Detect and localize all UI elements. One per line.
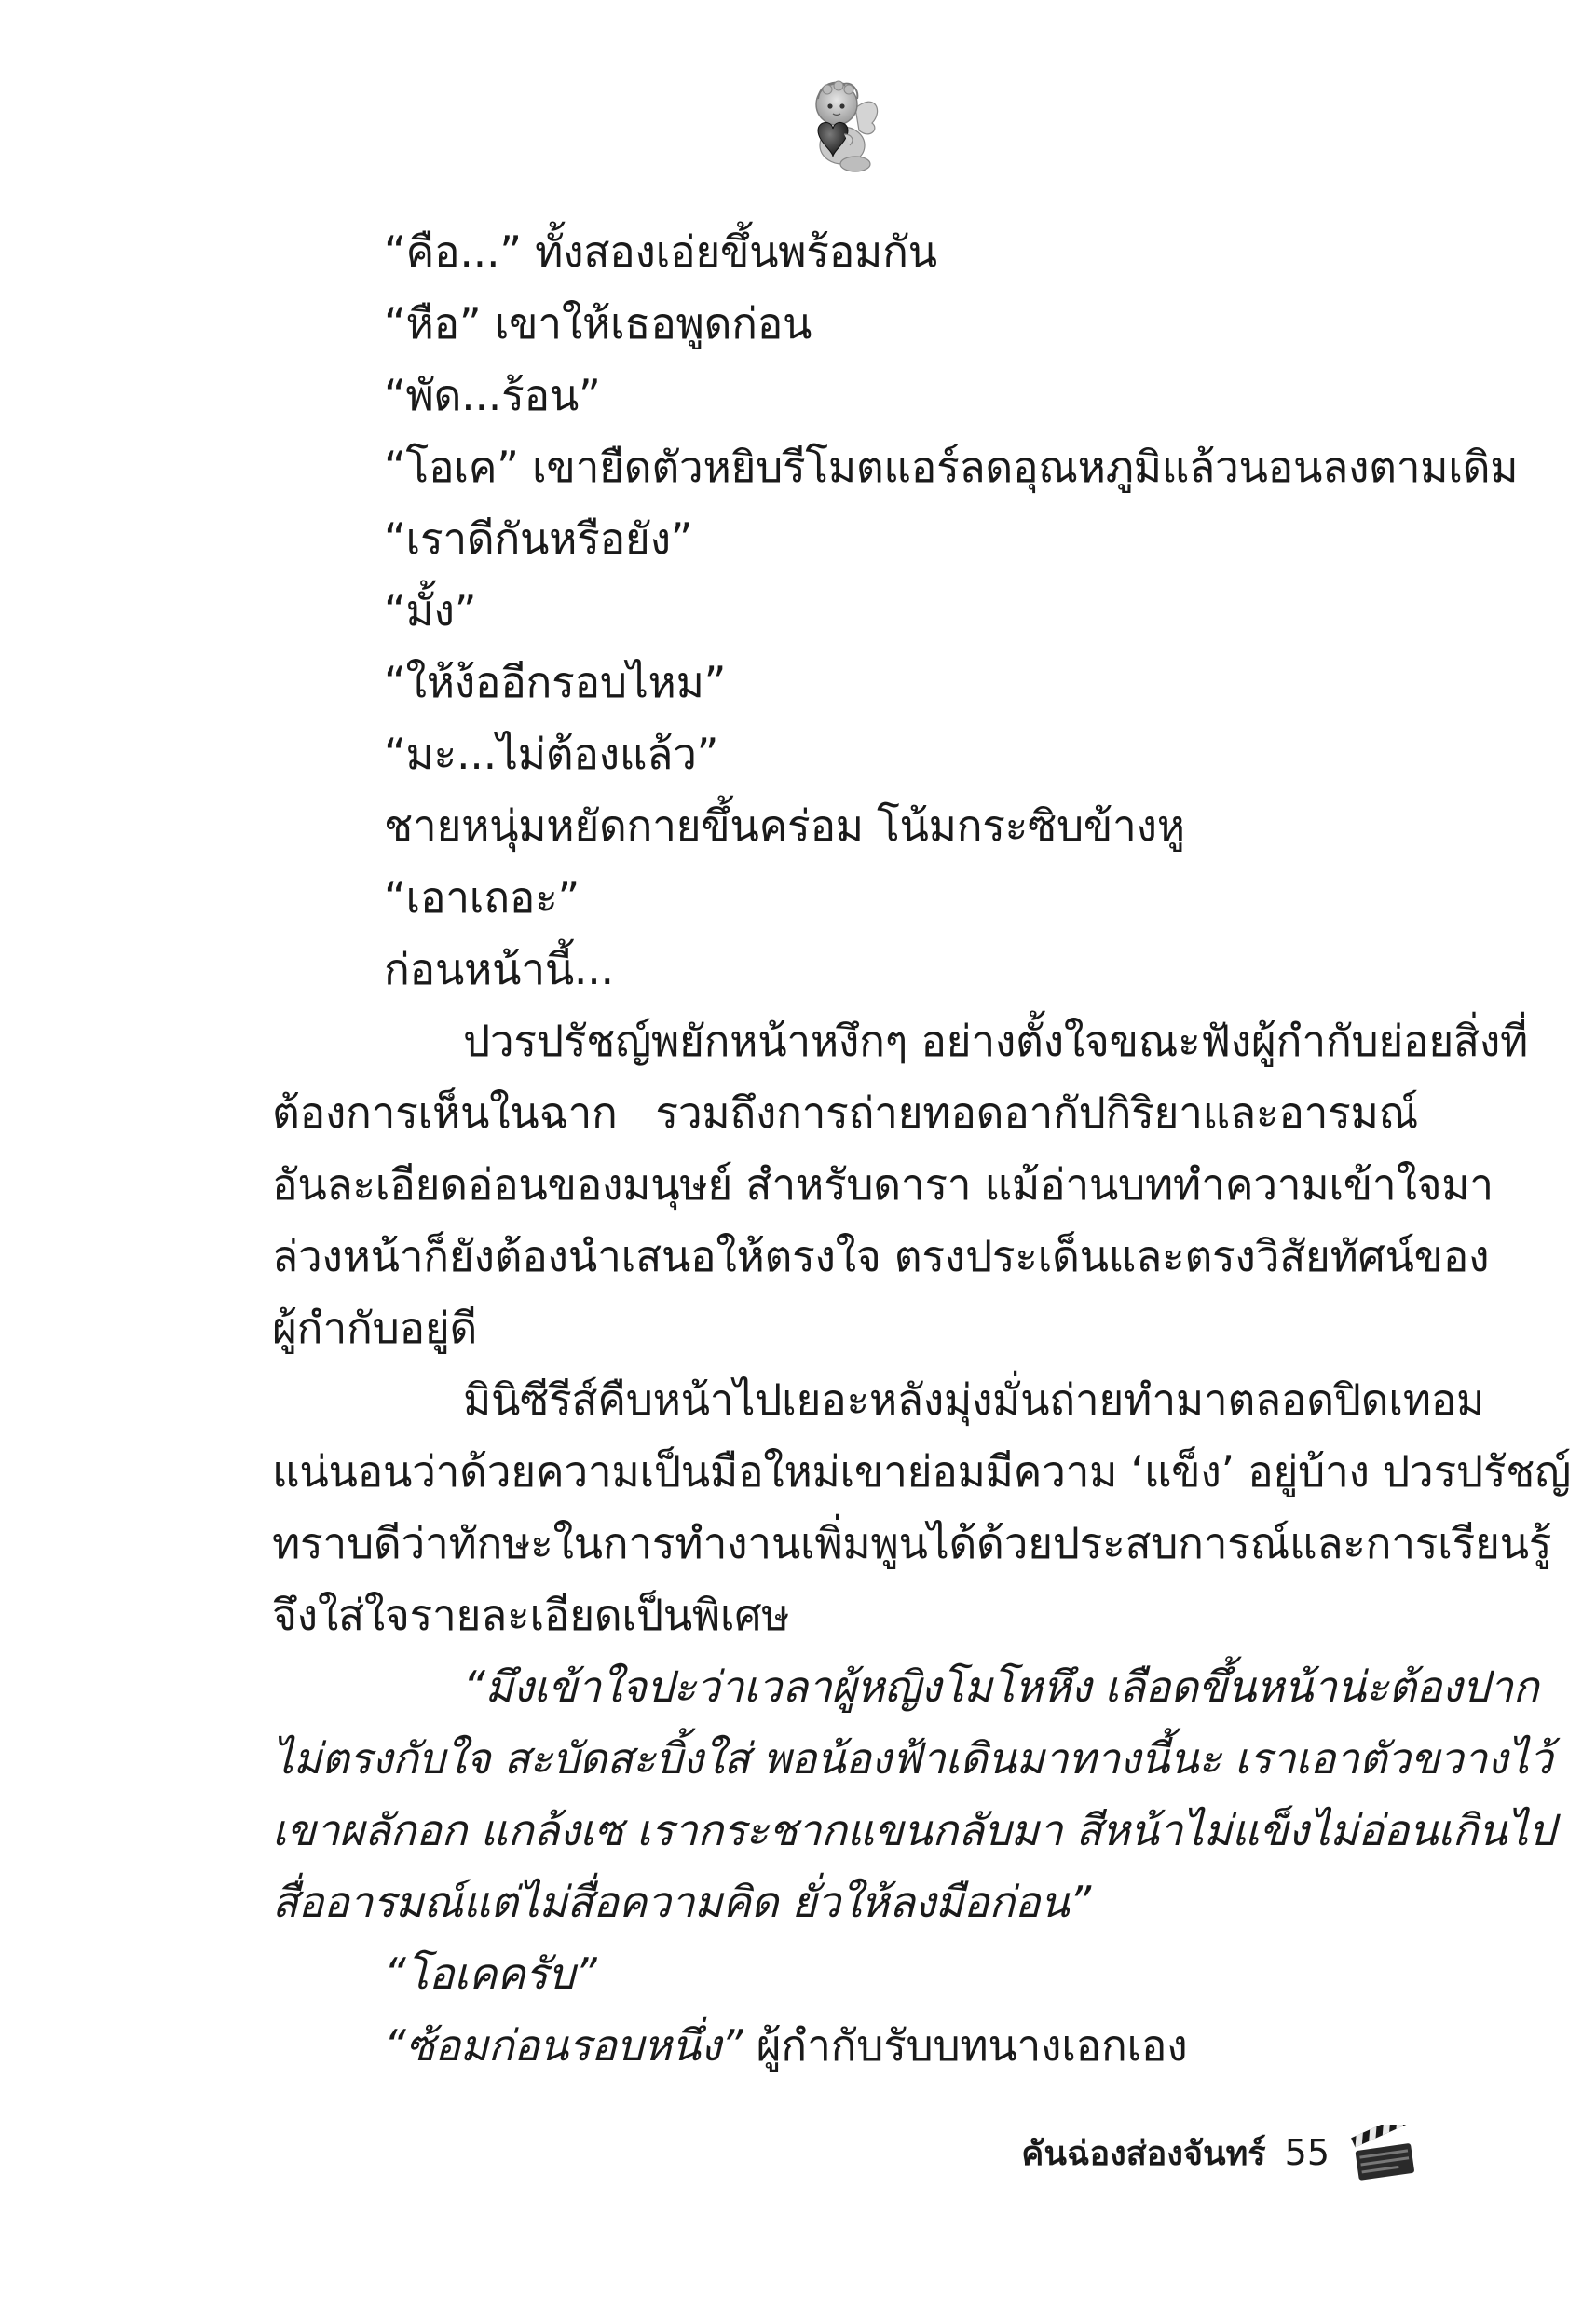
page-number: 55 bbox=[1284, 2132, 1330, 2173]
narration-line: ชายหนุ่มหยัดกายขึ้นคร่อม โน้มกระซิบข้างหู bbox=[384, 800, 1185, 851]
dialogue-line: “หือ” เขาให้เธอพูดก่อน bbox=[384, 298, 812, 349]
dialogue-line: “เอาเถอะ” bbox=[384, 872, 580, 923]
dialogue-line: “พัด...ร้อน” bbox=[384, 370, 601, 420]
paragraph-3-line: เขาผลักอก แกล้งเซ เรากระชากแขนกลับมา สีหน้าไม่แข็งไม่อ่อนเกินไป bbox=[272, 1805, 1556, 1855]
paragraph-1-line: ล่วงหน้าก็ยังต้องนำเสนอให้ตรงใจ ตรงประเด็นและตรงวิสัยทัศน์ของ bbox=[272, 1231, 1490, 1281]
dialogue-line: “มั้ง” bbox=[384, 585, 477, 636]
closing-narration: ผู้กำกับรับบทนางเอกเอง bbox=[743, 2020, 1188, 2071]
paragraph-3-line: สื่ออารมณ์แต่ไม่สื่อความคิด ยั่วให้ลงมือก่อน” bbox=[272, 1877, 1091, 1927]
closing-quote: “ซ้อมก่อนรอบหนึ่ง” bbox=[384, 2020, 743, 2071]
closing-line-1: “โอเคครับ” bbox=[384, 1949, 597, 1999]
dialogue-line: “ให้ง้ออีกรอบไหม” bbox=[384, 657, 727, 707]
book-title: คันฉ่องส่องจันทร์ bbox=[1021, 2134, 1266, 2173]
paragraph-1-line: ต้องการเห็นในฉาก รวมถึงการถ่ายทอดอากัปกิริยาและอารมณ์ bbox=[272, 1087, 1418, 1138]
paragraph-1-line: ปวรปรัชญ์พยักหน้าหงึกๆ อย่างตั้งใจขณะฟังผู้กำกับย่อยสิ่งที่ bbox=[463, 1016, 1529, 1066]
text-body bbox=[272, 216, 1571, 2082]
dialogue-line: “เราดีกันหรือยัง” bbox=[384, 513, 693, 564]
paragraph-1-line: ผู้กำกับอยู่ดี bbox=[272, 1303, 478, 1353]
paragraph-1-line: อันละเอียดอ่อนของมนุษย์ สำหรับดารา แม้อ่านบททำความเข้าใจมา bbox=[272, 1159, 1494, 1210]
paragraph-2-line: มินิซีรีส์คืบหน้าไปเยอะหลังมุ่งมั่นถ่ายทำมาตลอดปิดเทอม bbox=[463, 1374, 1485, 1425]
cupid-heart-icon bbox=[790, 73, 883, 177]
closing-line-2 bbox=[272, 2010, 1418, 2082]
scene-transition-line: ก่อนหน้านี้... bbox=[384, 944, 614, 994]
paragraph-2-line: จึงใส่ใจรายละเอียดเป็นพิเศษ bbox=[272, 1590, 790, 1640]
clapperboard-icon bbox=[1348, 2125, 1419, 2181]
paragraph-2-line: แน่นอนว่าด้วยความเป็นมือใหม่เขาย่อมมีความ ‘แข็ง’ อยู่บ้าง ปวรปรัชญ์ bbox=[272, 1446, 1571, 1497]
dialogue-line: “มะ...ไม่ต้องแล้ว” bbox=[384, 729, 719, 779]
dialogue-line: “โอเค” เขายืดตัวหยิบรีโมตแอร์ลดอุณหภูมิแล้วนอนลงตามเดิม bbox=[384, 442, 1519, 492]
paragraph-3-line: “มึงเข้าใจปะว่าเวลาผู้หญิงโมโหหึง เลือดขึ้นหน้าน่ะต้องปาก bbox=[463, 1661, 1539, 1712]
page-footer bbox=[1021, 2125, 1419, 2181]
paragraph-2-line: ทราบดีว่าทักษะในการทำงานเพิ่มพูนได้ด้วยประสบการณ์และการเรียนรู้ bbox=[272, 1518, 1552, 1568]
paragraph-3-line: ไม่ตรงกับใจ สะบัดสะบิ้งใส่ พอน้องฟ้าเดินมาทางนี้นะ เราเอาตัวขวางไว้ bbox=[272, 1733, 1553, 1784]
dialogue-line: “คือ...” ทั้งสองเอ่ยขึ้นพร้อมกัน bbox=[384, 226, 937, 277]
